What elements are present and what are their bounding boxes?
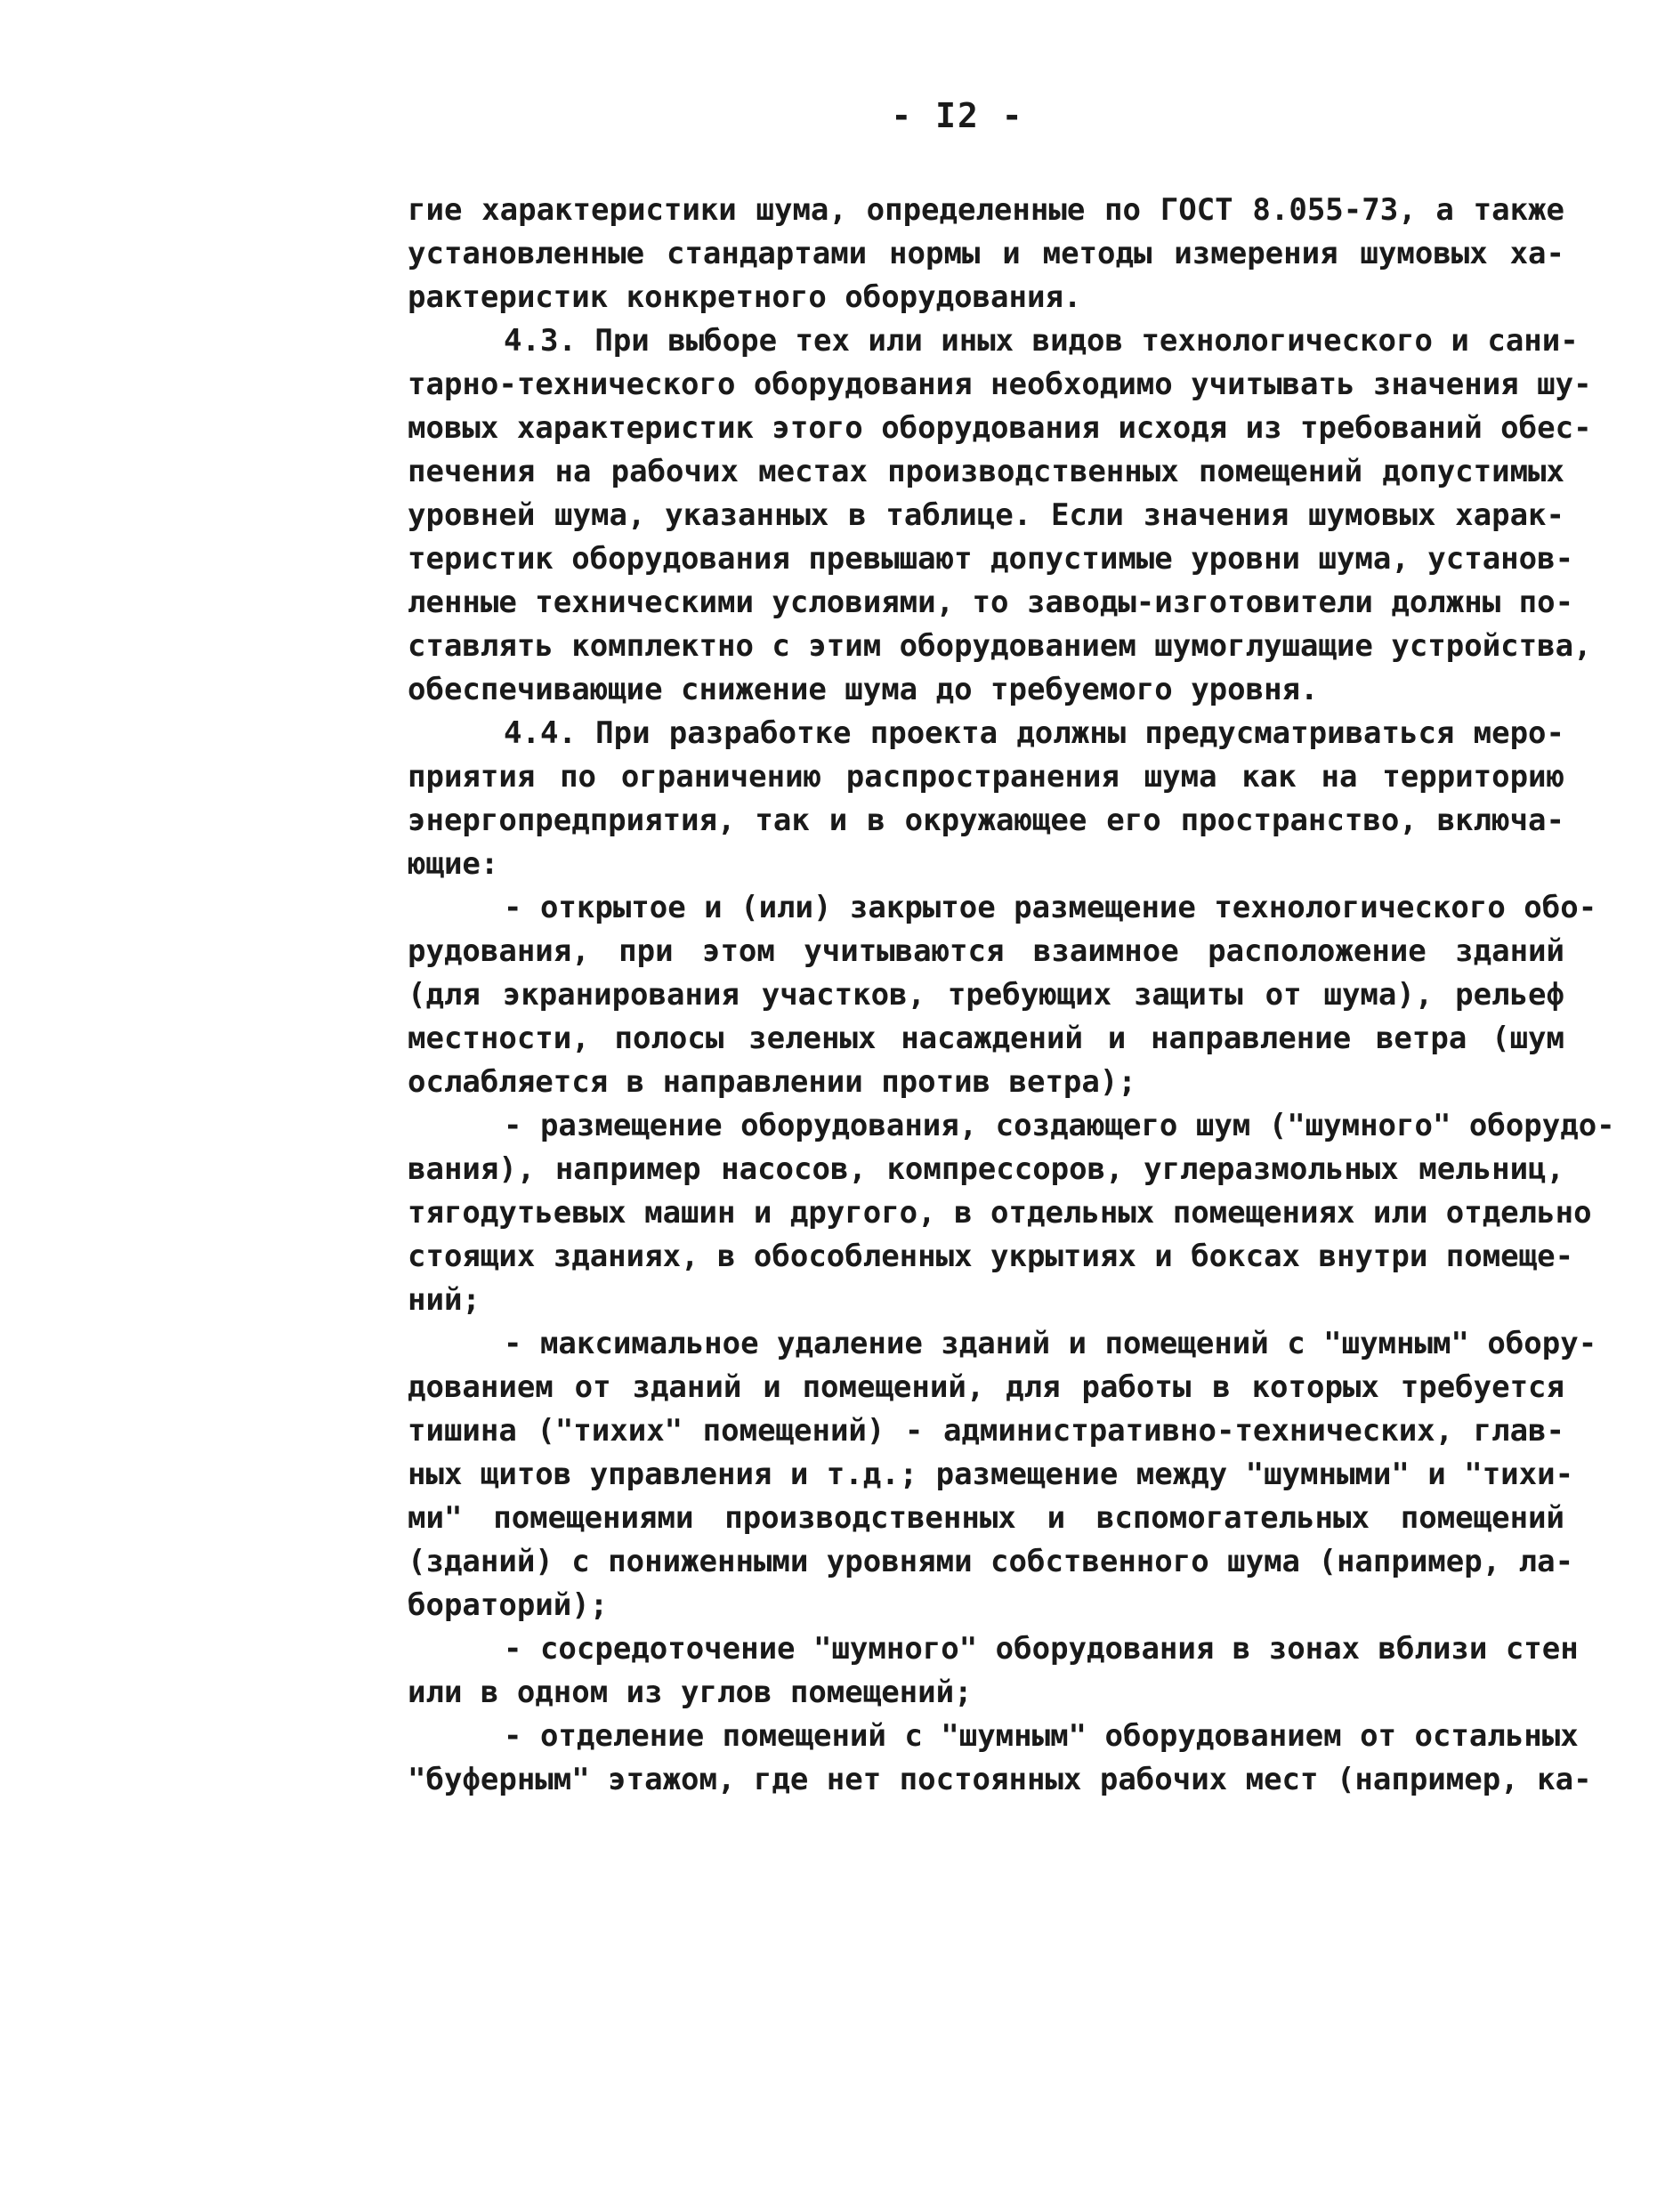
text-line: ми" помещениями производственных и вспомогательных помещений <box>408 1500 1564 1536</box>
text-line: дованием от зданий и помещений, для работы в которых требуется <box>408 1369 1564 1405</box>
text-line: (зданий) с пониженными уровнями собственного шума (например, ла- <box>408 1544 1574 1579</box>
text-line: ний; <box>408 1282 481 1318</box>
text-line: обеспечивающие снижение шума до требуемого уровня. <box>408 672 1319 707</box>
text-line: мовых характеристик этого оборудования исходя из требований обес- <box>408 410 1592 446</box>
text-line: местности, полосы зеленых насаждений и направление ветра (шум <box>408 1021 1564 1056</box>
text-line: гие характеристики шума, определенные по ГОСТ 8.055-73, а также <box>408 192 1564 228</box>
text-line: тишина ("тихих" помещений) - административно-технических, глав- <box>408 1413 1564 1449</box>
text-line: 4.3. При выборе тех или иных видов технологического и сани- <box>504 323 1579 359</box>
text-line: установленные стандартами нормы и методы измерения шумовых ха- <box>408 236 1564 271</box>
text-line: - максимальное удаление зданий и помещений с "шумным" обору- <box>504 1326 1597 1361</box>
text-line: стоящих зданиях, в обособленных укрытиях и боксах внутри помеще- <box>408 1239 1574 1274</box>
text-line: - открытое и (или) закрытое размещение технологического обо- <box>504 890 1597 925</box>
text-line: рудования, при этом учитываются взаимное расположение зданий <box>408 933 1564 969</box>
text-line: "буферным" этажом, где нет постоянных рабочих мест (например, ка- <box>408 1762 1592 1797</box>
text-line: уровней шума, указанных в таблице. Если значения шумовых харак- <box>408 497 1564 533</box>
text-line: теристик оборудования превышают допустимые уровни шума, установ- <box>408 541 1574 577</box>
text-line: - размещение оборудования, создающего шум ("шумного" оборудо- <box>504 1108 1615 1143</box>
body-text <box>408 189 1615 1802</box>
text-line: энергопредприятия, так и в окружающее его пространство, включа- <box>408 803 1564 838</box>
text-line: ленные техническими условиями, то заводы-изготовители должны по- <box>408 585 1574 620</box>
page-number: - I2 - <box>891 96 1024 135</box>
text-line: или в одном из углов помещений; <box>408 1675 973 1710</box>
text-line: вания), например насосов, компрессоров, углеразмольных мельниц, <box>408 1151 1564 1187</box>
text-line: ющие: <box>408 846 499 882</box>
text-line: - отделение помещений с "шумным" оборудованием от остальных <box>504 1718 1579 1754</box>
text-line: ослабляется в направлении против ветра); <box>408 1064 1136 1100</box>
text-line: тягодутьевых машин и другого, в отдельных помещениях или отдельно <box>408 1195 1592 1231</box>
text-line: печения на рабочих местах производственных помещений допустимых <box>408 454 1564 489</box>
text-line: - сосредоточение "шумного" оборудования в зонах вблизи стен <box>504 1631 1579 1667</box>
text-line: рактеристик конкретного оборудования. <box>408 279 1082 315</box>
text-line: ставлять комплектно с этим оборудованием шумоглушащие устройства, <box>408 628 1592 664</box>
text-line: бораторий); <box>408 1587 609 1623</box>
text-line: приятия по ограничению распространения шума как на территорию <box>408 759 1564 795</box>
text-line: ных щитов управления и т.д.; размещение между "шумными" и "тихи- <box>408 1457 1574 1492</box>
text-line: 4.4. При разработке проекта должны предусматриваться меро- <box>504 715 1564 751</box>
text-line: тарно-технического оборудования необходимо учитывать значения шу- <box>408 367 1592 402</box>
text-line: (для экранирования участков, требующих защиты от шума), рельеф <box>408 977 1564 1013</box>
